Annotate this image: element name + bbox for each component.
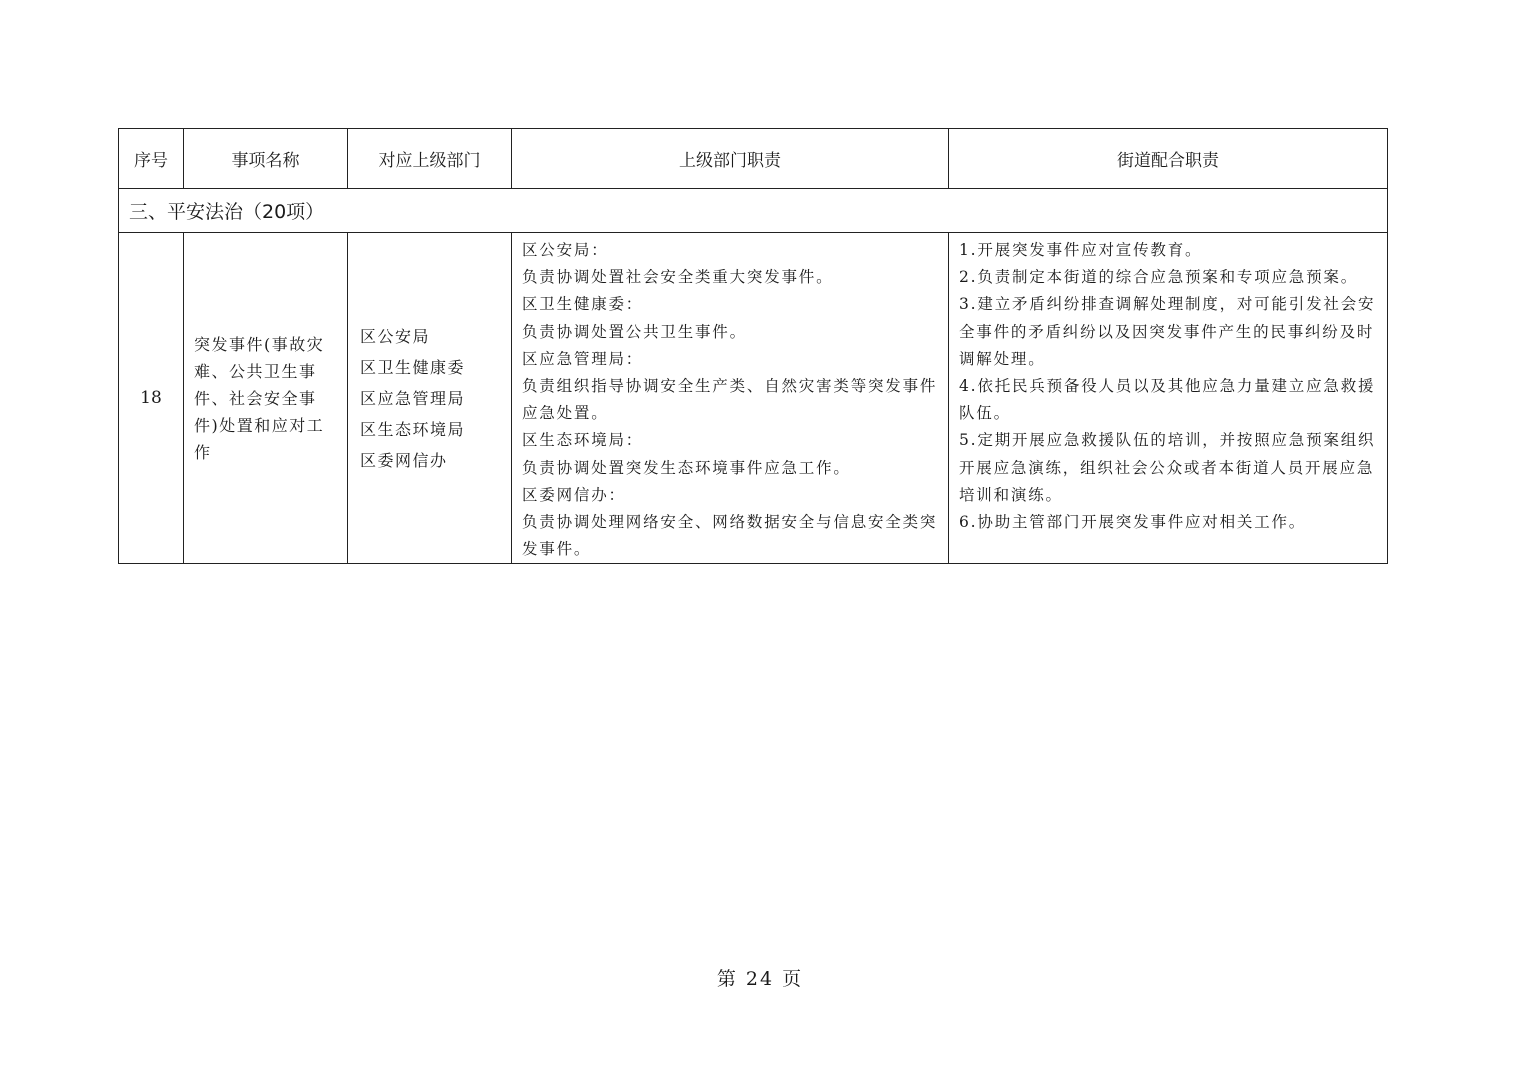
- department-item: 区公安局: [360, 326, 431, 346]
- duty-line: 区委网信办：: [522, 485, 626, 504]
- duty-line: 区卫生健康委：: [522, 295, 644, 314]
- section-title: 三、平安法治（20项）: [119, 189, 1388, 233]
- department-item: 区应急管理局: [360, 388, 466, 408]
- section-row: [119, 189, 1388, 233]
- duty-line: 负责协调处理网络安全、网络数据安全与信息安全类突发事件。: [522, 513, 938, 559]
- street-duty-line: 5.定期开展应急救援队伍的培训，并按照应急预案组织开展应急演练，组织社会公众或者本街道人员开展应急培训和演练。: [959, 431, 1376, 504]
- department-item: 区卫生健康委: [360, 357, 466, 377]
- street-duty-line: 4.依托民兵预备役人员以及其他应急力量建立应急救援队伍。: [959, 377, 1376, 423]
- department-item: 区委网信办: [360, 450, 448, 470]
- duty-line: 区公安局：: [522, 241, 609, 259]
- header-superior-dept: 对应上级部门: [348, 129, 512, 189]
- row-street-duties: [949, 233, 1388, 564]
- street-duty-line: 6.协助主管部门开展突发事件应对相关工作。: [959, 513, 1307, 532]
- header-seq: 序号: [119, 129, 184, 189]
- street-duty-line: 3.建立矛盾纠纷排查调解处理制度，对可能引发社会安全事件的矛盾纠纷以及因突发事件产生的民事纠纷及时调解处理。: [959, 295, 1376, 368]
- street-duty-line: 2.负责制定本街道的综合应急预案和专项应急预案。: [959, 268, 1358, 287]
- street-duty-line: 1.开展突发事件应对宣传教育。: [959, 241, 1203, 259]
- duty-line: 负责组织指导协调安全生产类、自然灾害类等突发事件应急处置。: [522, 377, 938, 423]
- duty-line: 负责协调处置社会安全类重大突发事件。: [522, 268, 834, 287]
- page-number: 第 24 页: [716, 968, 804, 990]
- row-seq: 18: [119, 233, 184, 564]
- department-item: 区生态环境局: [360, 419, 466, 439]
- header-item-name: 事项名称: [184, 129, 348, 189]
- duty-line: 负责协调处置突发生态环境事件应急工作。: [522, 458, 851, 477]
- duty-line: 区生态环境局：: [522, 431, 644, 450]
- row-superior-duties: [512, 233, 949, 564]
- header-superior-duties: 上级部门职责: [512, 129, 949, 189]
- row-departments: [348, 233, 512, 564]
- header-street-duties: 街道配合职责: [949, 129, 1388, 189]
- row-item-name: 突发事件(事故灾难、公共卫生事件、社会安全事件)处置和应对工作: [184, 233, 348, 564]
- table-header-row: [119, 129, 1388, 189]
- duty-line: 负责协调处置公共卫生事件。: [522, 322, 747, 341]
- duty-line: 区应急管理局：: [522, 349, 644, 368]
- duties-table: [118, 128, 1388, 564]
- table-row: [119, 233, 1388, 564]
